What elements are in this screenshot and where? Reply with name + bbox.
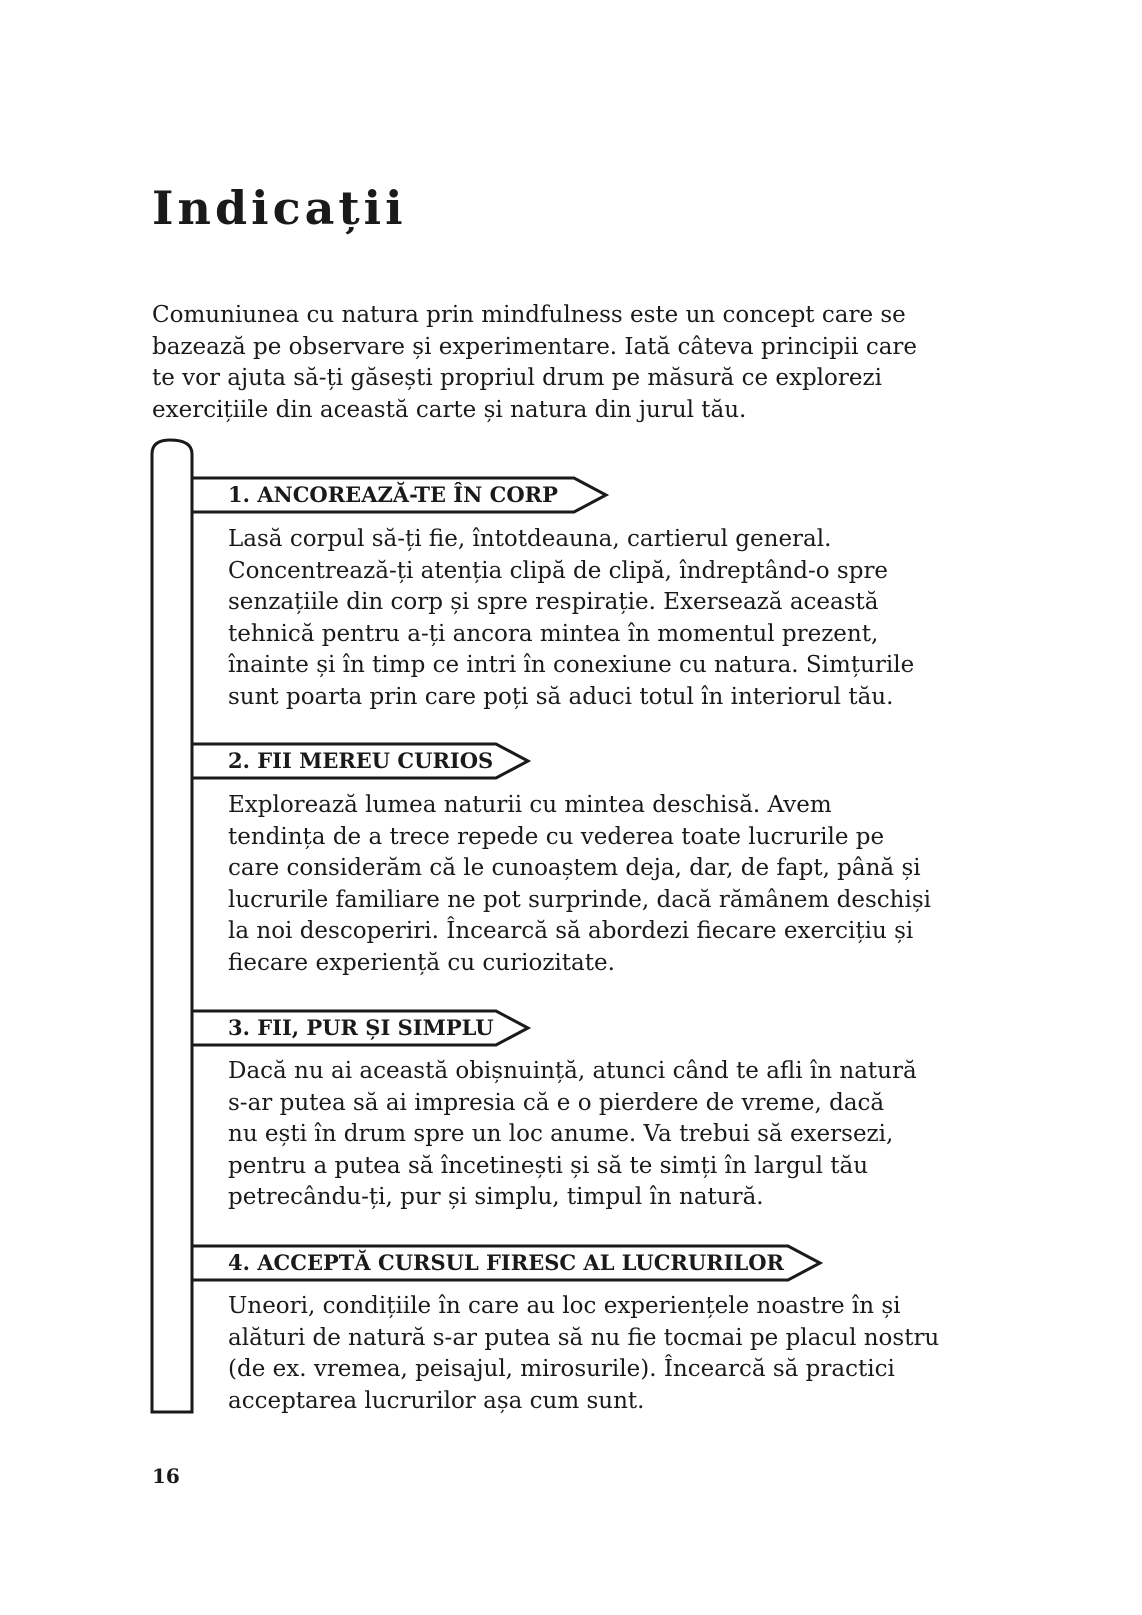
intro-line: bazează pe observare și experimentare. Iată câteva principii care xyxy=(152,333,918,360)
body-line: s-ar putea să ai impresia că e o pierdere de vreme, dacă xyxy=(228,1089,885,1116)
signpost-pole xyxy=(152,440,192,1412)
section-heading: 3. FII, PUR ȘI SIMPLU xyxy=(228,1015,494,1040)
body-line: înainte și în timp ce intri în conexiune cu natura. Simțurile xyxy=(228,652,915,678)
body-line: tehnică pentru a-ți ancora mintea în momentul prezent, xyxy=(228,620,879,647)
page-number: 16 xyxy=(152,1464,180,1488)
body-line: Explorează lumea naturii cu mintea deschisă. Avem xyxy=(228,792,832,818)
section-body xyxy=(228,1291,988,1417)
body-line: care considerăm că le cunoaștem deja, dar, de fapt, până și xyxy=(228,855,921,881)
body-line: acceptarea lucrurilor așa cum sunt. xyxy=(228,1387,645,1414)
body-line: Concentrează-ți atenția clipă de clipă, îndreptând-o spre xyxy=(228,557,889,584)
body-line: lucrurile familiare ne pot surprinde, dacă rămânem deschiși xyxy=(228,886,931,913)
body-line: fiecare experiență cu curiozitate. xyxy=(228,949,615,976)
section-heading: 1. ANCOREAZĂ-TE ÎN CORP xyxy=(228,482,558,507)
body-line: nu ești în drum spre un loc anume. Va trebui să exersezi, xyxy=(228,1121,894,1147)
section-heading: 2. FII MEREU CURIOS xyxy=(228,748,494,773)
body-line: (de ex. vremea, peisajul, mirosurile). Încearcă să practici xyxy=(228,1356,895,1382)
section-heading: 4. ACCEPTĂ CURSUL FIRESC AL LUCRURILOR xyxy=(228,1250,784,1275)
body-line: tendința de a trece repede cu vederea toate lucrurile pe xyxy=(228,823,885,850)
body-line: Uneori, condițiile în care au loc experiențele noastre în și xyxy=(228,1293,901,1319)
body-line: petrecându-ți, pur și simplu, timpul în natură. xyxy=(228,1184,764,1210)
body-line: Lasă corpul să-ți fie, întotdeauna, cartierul general. xyxy=(228,526,832,552)
body-line: Dacă nu ai această obișnuință, atunci când te afli în natură xyxy=(228,1058,917,1084)
intro-line: exercițiile din această carte și natura din jurul tău. xyxy=(152,396,747,423)
body-line: pentru a putea să încetinești și să te simți în largul tău xyxy=(228,1152,869,1179)
section-body xyxy=(228,790,988,979)
intro-line: Comuniunea cu natura prin mindfulness este un concept care se xyxy=(152,302,906,328)
body-line: la noi descoperiri. Încearcă să abordezi fiecare exercițiu și xyxy=(228,918,914,944)
page-title: Indicații xyxy=(152,181,407,235)
body-line: senzațiile din corp și spre respirație. Exersează această xyxy=(228,589,879,615)
section-body xyxy=(228,524,988,713)
section-body xyxy=(228,1056,988,1214)
body-line: alături de natură s-ar putea să nu fie tocmai pe placul nostru xyxy=(228,1324,940,1351)
intro-line: te vor ajuta să-ți găsești propriul drum pe măsură ce explorezi xyxy=(152,365,882,391)
body-line: sunt poarta prin care poți să aduci totul în interiorul tău. xyxy=(228,683,894,710)
